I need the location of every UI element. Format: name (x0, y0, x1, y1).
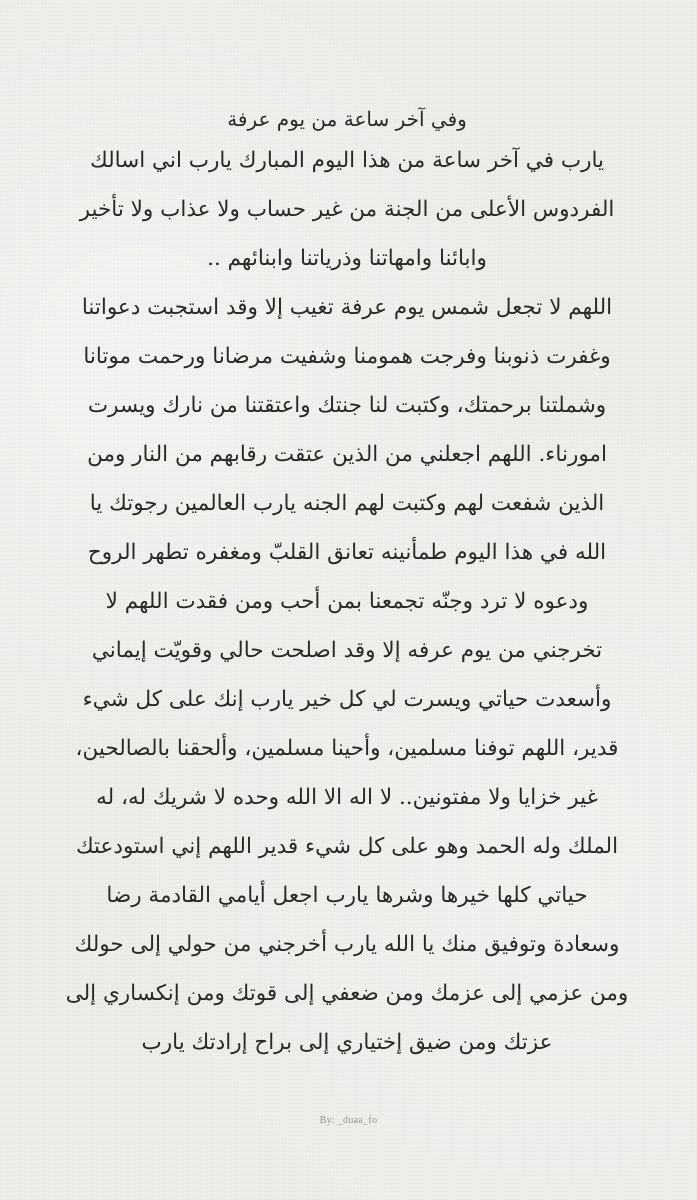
dua-line: وغفرت ذنوبنا وفرجت همومنا وشفيت مرضانا ورحمت موتانا (83, 344, 611, 369)
dua-line: يارب في آخر ساعة من هذا اليوم المبارك يارب اني اسالك (90, 148, 604, 173)
dua-line: وشملتنا برحمتك، وكتبت لنا جنتك واعتقتنا من نارك ويسرت (87, 393, 607, 418)
dua-line: ومن عزمي إلى عزمك ومن ضعفي إلى قوتك ومن إنكساري إلى (65, 981, 629, 1006)
dua-line: وسعادة وتوفيق منك يا الله يارب أخرجني من حولي إلى حولك (74, 932, 620, 957)
dua-line: تخرجني من يوم عرفه إلا وقد اصلحت حالي وقويّت إيماني (91, 638, 603, 663)
dua-text (37, 102, 657, 1067)
dua-line: ودعوه لا ترد وجنّه تجمعنا بمن أحب ومن فقدت اللهم لا (105, 589, 589, 614)
dua-title: وفي آخر ساعة من يوم عرفة (227, 107, 467, 131)
dua-line: وابائنا وامهاتنا وذرياتنا وابنائهم .. (207, 246, 487, 271)
dua-line: غير خزايا ولا مفتونين.. لا اله الا الله وحده لا شريك له، له (96, 785, 598, 810)
dua-line: الذين شفعت لهم وكتبت لهم الجنه يارب العالمين رجوتك يا (89, 491, 605, 516)
dua-line: الملك وله الحمد وهو على كل شيء قدير اللهم إني استودعتك (75, 834, 619, 859)
dua-line: وأسعدت حياتي ويسرت لي كل خير يارب إنك على كل شيء (82, 687, 612, 712)
dua-line: حياتي كلها خيرها وشرها يارب اجعل أيامي القادمة رضا (106, 883, 588, 908)
dua-line: امورناء. اللهم اجعلني من الذين عتقت رقابهم من النار ومن (87, 442, 607, 467)
dua-line: قدير، اللهم توفنا مسلمين، وأحينا مسلمين، وألحقنا بالصالحين، (75, 736, 619, 761)
dua-line: اللهم لا تجعل شمس يوم عرفة تغيب إلا وقد استجبت دعواتنا (81, 295, 613, 320)
author-signature: By: _duaa_fo (319, 1115, 378, 1126)
dua-line: الفردوس الأعلى من الجنة من غير حساب ولا عذاب ولا تأخير (79, 197, 615, 222)
dua-line: الله في هذا اليوم طمأنينه تعانق القلبّ ومغفره تطهر الروح (87, 540, 607, 565)
dua-line: عزتك ومن ضيق إختياري إلى براح إرادتك يارب (141, 1030, 553, 1055)
